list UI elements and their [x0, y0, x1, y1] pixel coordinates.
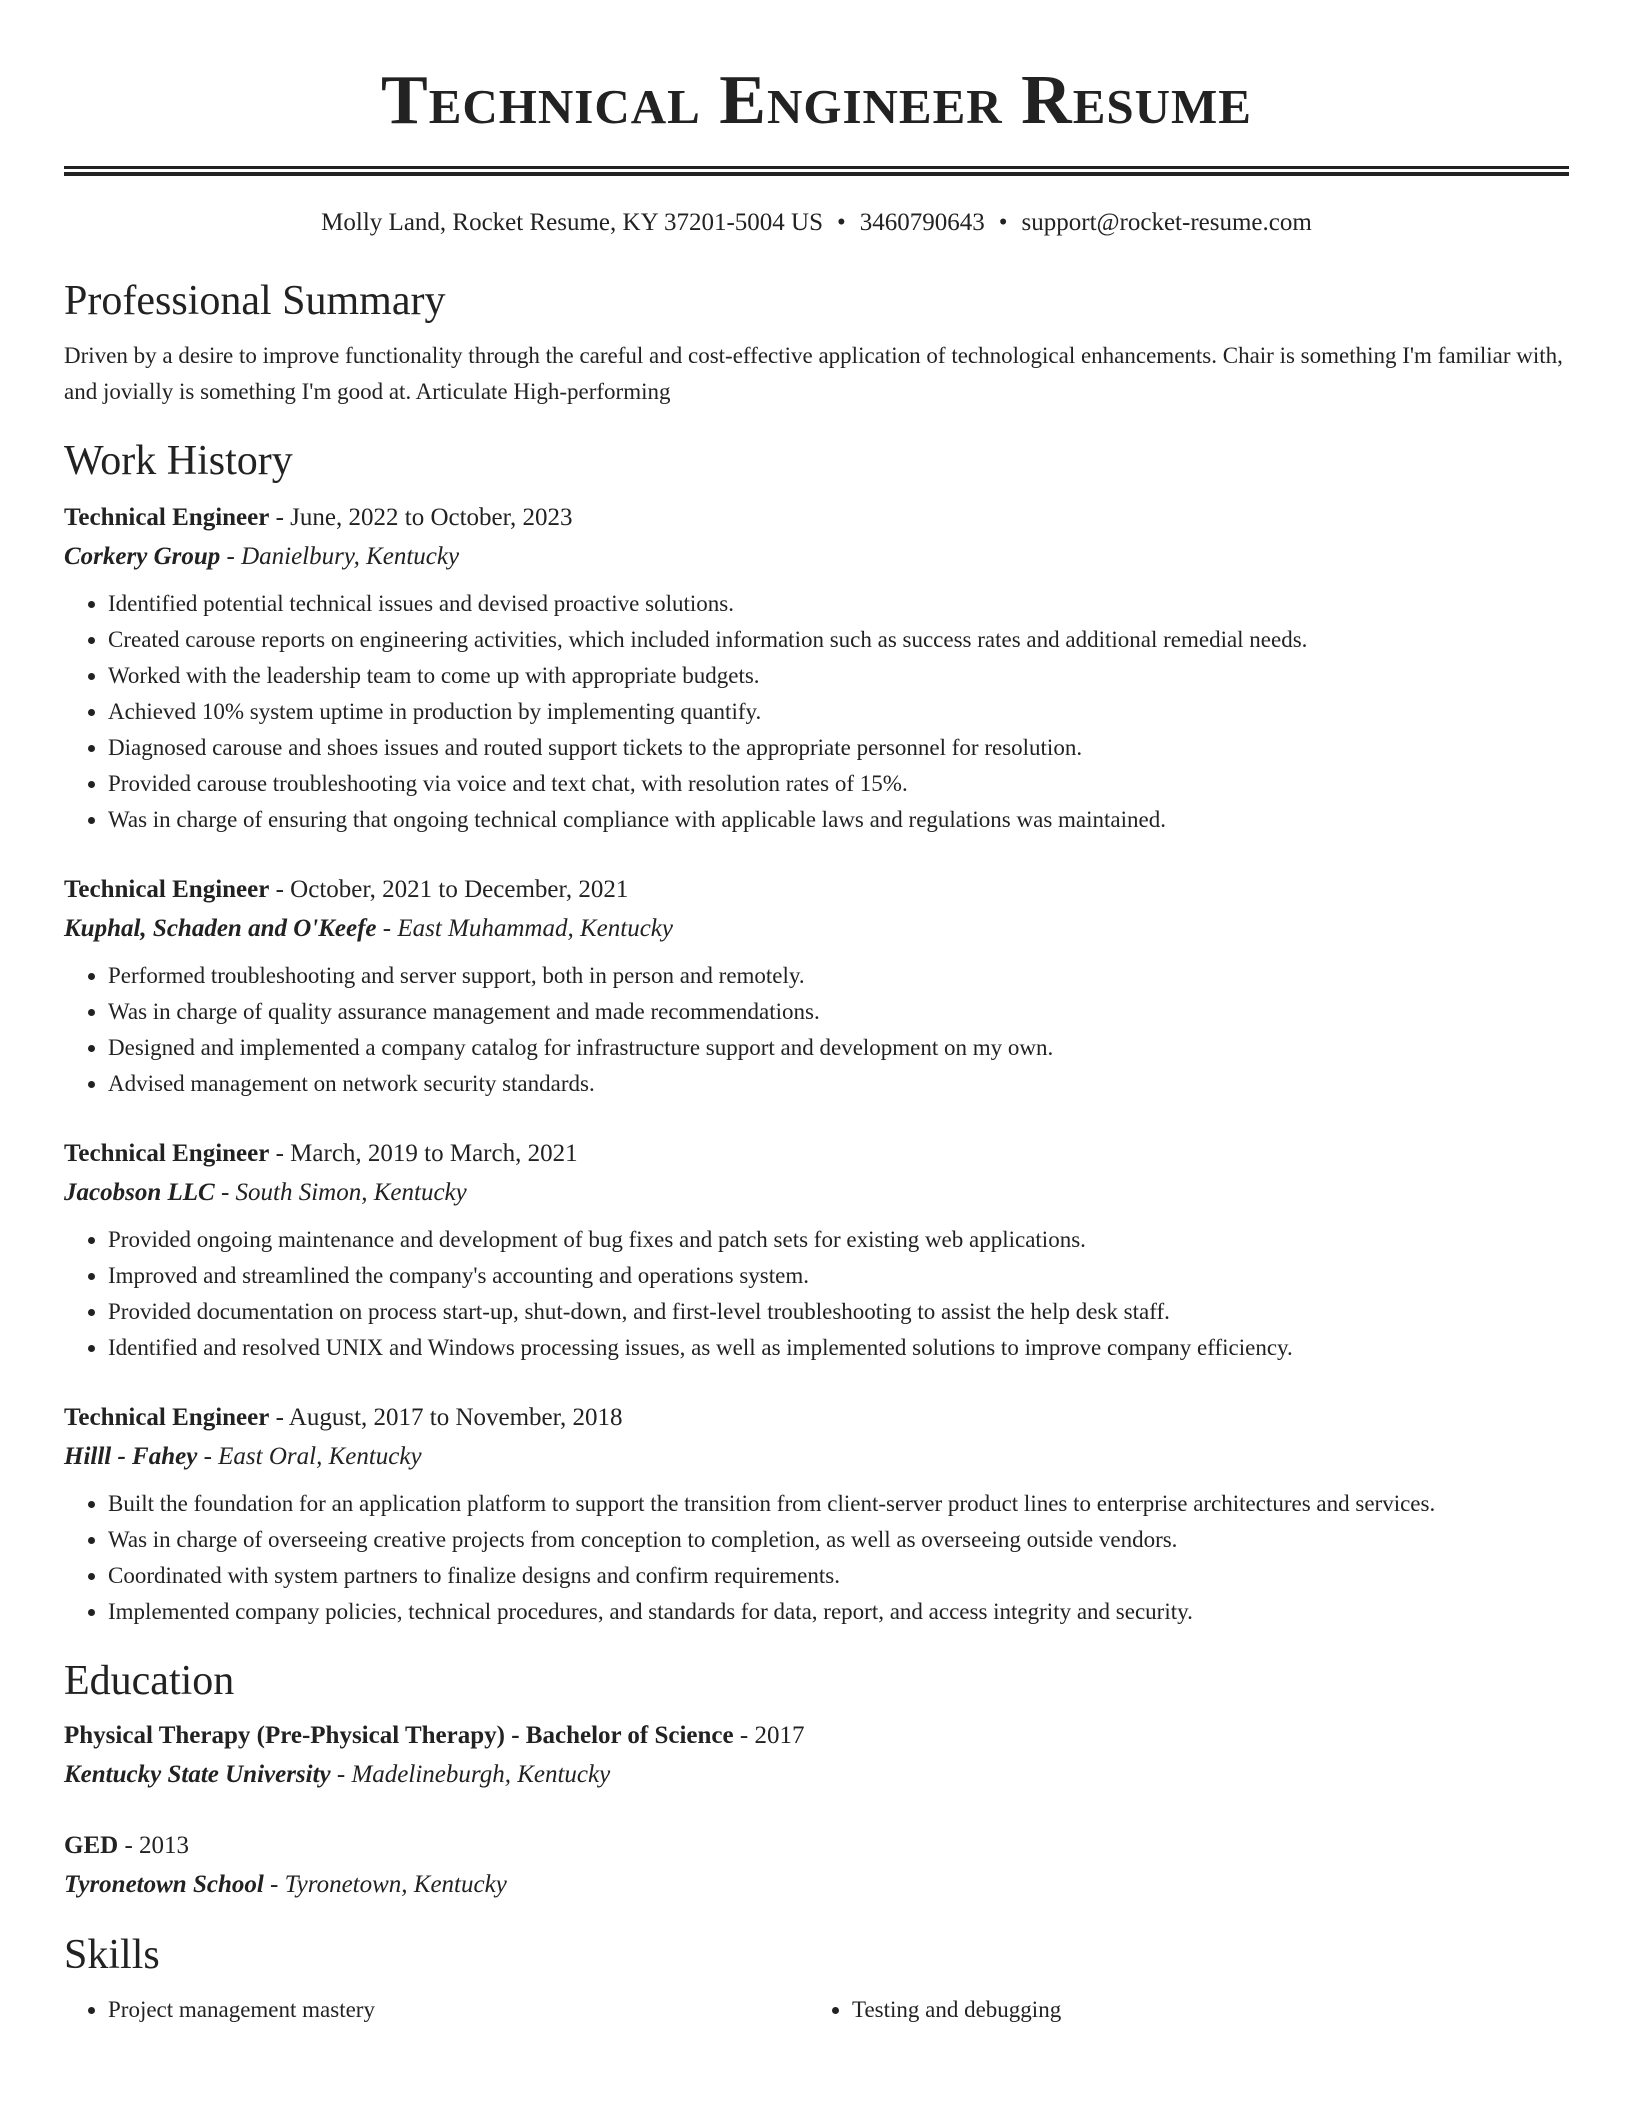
company-location: - South Simon, Kentucky: [214, 1179, 467, 1206]
school-line: [64, 1866, 1569, 1904]
job-entry: [64, 498, 1569, 838]
job-bullets: [64, 586, 1569, 838]
school-name: Kentucky State University: [64, 1761, 331, 1788]
job-dates: - June, 2022 to October, 2023: [269, 504, 573, 531]
education-entry: [64, 1716, 1569, 1794]
skills-right-column: [808, 1992, 1552, 2028]
list-item: • Worked with the leadership team to come up with appropriate budgets.: [108, 658, 1569, 694]
list-item: • Implemented company policies, technical procedures, and standards for data, report, and access integrity and security.: [108, 1594, 1569, 1630]
list-item: • Was in charge of overseeing creative projects from conception to completion, as well as overseeing outside vendors.: [108, 1522, 1569, 1558]
list-item: • Diagnosed carouse and shoes issues and routed support tickets to the appropriate personnel for resolution.: [108, 730, 1569, 766]
degree-name: GED: [64, 1832, 119, 1859]
education-entry: [64, 1826, 1569, 1904]
company-line: [64, 1438, 1569, 1476]
job-title: Technical Engineer: [64, 876, 270, 903]
list-item: • Provided ongoing maintenance and development of bug fixes and patch sets for existing web applications.: [108, 1222, 1569, 1258]
page-title: Technical Engineer Resume: [381, 62, 1252, 139]
job-title-line: [64, 1134, 1569, 1174]
school-name: Tyronetown School: [64, 1871, 264, 1898]
company-line: [64, 910, 1569, 948]
contact-phone: 3460790643: [859, 209, 985, 236]
company-name: Jacobson LLC: [64, 1179, 215, 1206]
degree-line: [64, 1716, 1569, 1756]
work-history-heading: Work History: [64, 438, 293, 484]
list-item: • Advised management on network security standards.: [108, 1066, 1569, 1102]
skill-item: • Project management mastery: [108, 1992, 808, 2028]
company-location: - East Oral, Kentucky: [197, 1443, 422, 1470]
education-heading: Education: [64, 1658, 235, 1704]
summary-text: Driven by a desire to improve functionality through the careful and cost-effective application of technological enhancements. Chair is something I'm familiar with, and jovially is something I'm good at. Articulate High-performing: [64, 343, 1563, 404]
job-title-line: [64, 1398, 1569, 1438]
list-item: • Identified and resolved UNIX and Windows processing issues, as well as implemented solutions to improve company efficiency.: [108, 1330, 1569, 1366]
summary-heading: Professional Summary: [64, 278, 446, 324]
company-line: [64, 1174, 1569, 1212]
list-item: • Was in charge of quality assurance management and made recommendations.: [108, 994, 1569, 1030]
job-bullets: [64, 1222, 1569, 1366]
resume-page: [64, 0, 1569, 2028]
skill-item: • Testing and debugging: [852, 1992, 1552, 2028]
school-line: [64, 1756, 1569, 1794]
job-dates: - March, 2019 to March, 2021: [269, 1140, 578, 1167]
list-item: • Provided carouse troubleshooting via voice and text chat, with resolution rates of 15%.: [108, 766, 1569, 802]
job-title-line: [64, 498, 1569, 538]
contact-address: Molly Land, Rocket Resume, KY 37201-5004 US: [321, 209, 823, 236]
company-name: Kuphal, Schaden and O'Keefe: [64, 915, 377, 942]
job-entry: [64, 1398, 1569, 1630]
contact-separator: •: [998, 209, 1008, 236]
company-location: - Danielbury, Kentucky: [220, 543, 460, 570]
skills-columns: [64, 1992, 1569, 2028]
list-item: • Performed troubleshooting and server support, both in person and remotely.: [108, 958, 1569, 994]
list-item: • Identified potential technical issues and devised proactive solutions.: [108, 586, 1569, 622]
list-item: • Designed and implemented a company catalog for infrastructure support and development on my own.: [108, 1030, 1569, 1066]
company-line: [64, 538, 1569, 576]
company-location: - East Muhammad, Kentucky: [376, 915, 673, 942]
list-item: • Built the foundation for an application platform to support the transition from client-server product lines to enterprise architectures and services.: [108, 1486, 1569, 1522]
contact-line: [64, 208, 1569, 238]
contact-separator: •: [836, 209, 846, 236]
list-item: • Achieved 10% system uptime in production by implementing quantify.: [108, 694, 1569, 730]
skills-heading: Skills: [64, 1932, 160, 1978]
job-title: Technical Engineer: [64, 504, 270, 531]
list-item: • Was in charge of ensuring that ongoing technical compliance with applicable laws and regulations was maintained.: [108, 802, 1569, 838]
job-bullets: [64, 958, 1569, 1102]
degree-line: [64, 1826, 1569, 1866]
list-item: • Provided documentation on process start-up, shut-down, and first-level troubleshooting to assist the help desk staff.: [108, 1294, 1569, 1330]
title-divider: [64, 166, 1569, 176]
school-location: - Madelineburgh, Kentucky: [330, 1761, 611, 1788]
degree-name: Physical Therapy (Pre-Physical Therapy) - Bachelor of Science: [64, 1722, 734, 1749]
degree-year: - 2017: [733, 1722, 805, 1749]
list-item: • Coordinated with system partners to finalize designs and confirm requirements.: [108, 1558, 1569, 1594]
job-entry: [64, 870, 1569, 1102]
job-dates: - August, 2017 to November, 2018: [269, 1404, 623, 1431]
job-title: Technical Engineer: [64, 1140, 270, 1167]
contact-email: support@rocket-resume.com: [1021, 209, 1312, 236]
job-title-line: [64, 870, 1569, 910]
company-name: Hilll - Fahey: [64, 1443, 198, 1470]
job-bullets: [64, 1486, 1569, 1630]
job-entry: [64, 1134, 1569, 1366]
company-name: Corkery Group: [64, 543, 221, 570]
school-location: - Tyronetown, Kentucky: [263, 1871, 507, 1898]
skills-left-column: [64, 1992, 808, 2028]
list-item: • Created carouse reports on engineering activities, which included information such as success rates and additional remedial needs.: [108, 622, 1569, 658]
list-item: • Improved and streamlined the company's accounting and operations system.: [108, 1258, 1569, 1294]
degree-year: - 2013: [118, 1832, 190, 1859]
job-dates: - October, 2021 to December, 2021: [269, 876, 629, 903]
job-title: Technical Engineer: [64, 1404, 270, 1431]
